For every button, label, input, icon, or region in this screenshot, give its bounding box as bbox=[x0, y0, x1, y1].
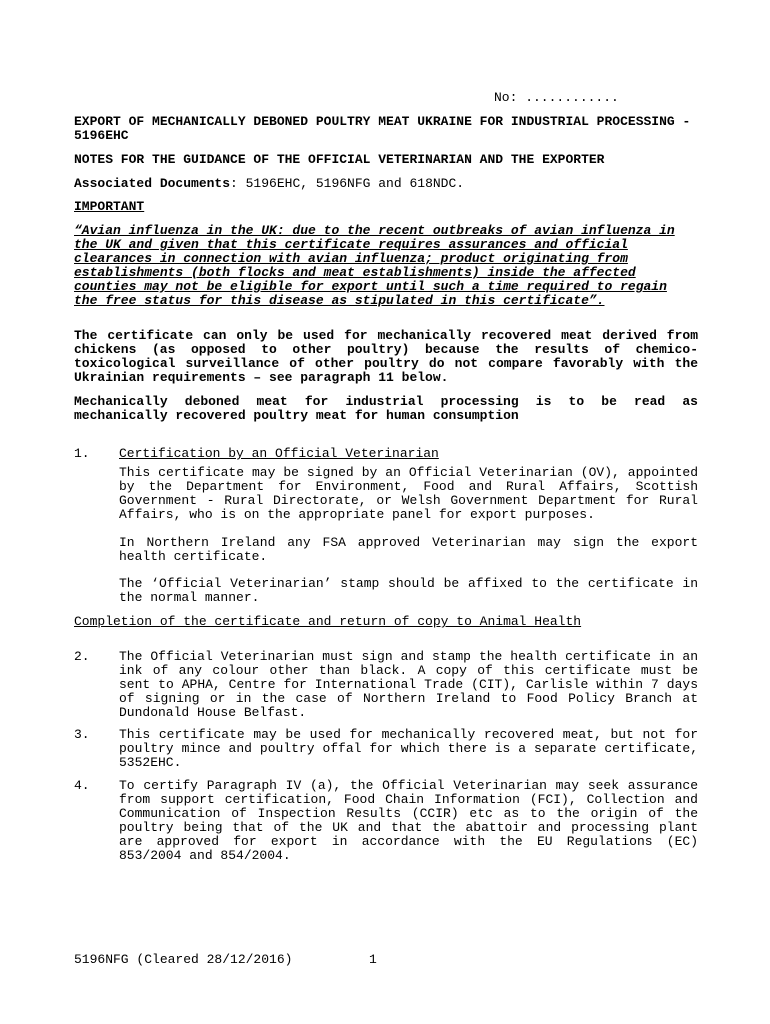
intro-paragraph-chickens: The certificate can only be used for mechanically recovered meat derived from chickens (as opposed to other poultry) because the results of chemico-toxicological surveillance of other poultry do not compare favorably with the Ukrainian requirements – see paragraph 11 below. bbox=[74, 328, 698, 385]
associated-documents-value: : 5196EHC, 5196NFG and 618NDC. bbox=[230, 176, 465, 191]
section-1-paragraph-stamp: The ‘Official Veterinarian’ stamp should be affixed to the certificate in the normal manner. bbox=[119, 576, 698, 605]
document-title: EXPORT OF MECHANICALLY DEBONED POULTRY MEAT UKRAINE FOR INDUSTRIAL PROCESSING - 5196EHC bbox=[74, 114, 691, 143]
avian-influenza-notice: “Avian influenza in the UK: due to the recent outbreaks of avian influenza in the UK and given that this certificate requires assurances and official clearances in connection with avian influenza; product originating from establishments (both flocks and meat establishments) inside the affected counties may not be eligible for export until such a time required to regain the free status for this disease as stipulated in this certificate”. bbox=[74, 223, 675, 308]
associated-documents bbox=[74, 177, 698, 191]
list-item-number: 2. bbox=[74, 649, 90, 664]
footer-document-reference: 5196NFG (Cleared 28/12/2016) bbox=[74, 952, 293, 967]
section-1-number: 1. bbox=[74, 446, 90, 461]
document-number: No: ............ bbox=[494, 90, 619, 105]
section-1-paragraph-ov: This certificate may be signed by an Official Veterinarian (OV), appointed by the Department for Environment, Food and Rural Affairs, Scottish Government - Rural Directorate, or Welsh Government Department for Rural Affairs, who is on the appropriate panel for export purposes. bbox=[119, 465, 698, 522]
section-1-heading: Certification by an Official Veterinarian bbox=[119, 446, 439, 461]
associated-documents-label: Associated Documents bbox=[74, 176, 231, 191]
list-item-number: 3. bbox=[74, 727, 90, 742]
guidance-subtitle: NOTES FOR THE GUIDANCE OF THE OFFICIAL VETERINARIAN AND THE EXPORTER bbox=[74, 152, 605, 167]
important-heading: IMPORTANT bbox=[74, 199, 145, 214]
footer-page-number: 1 bbox=[369, 952, 377, 967]
list-item-text: The Official Veterinarian must sign and stamp the health certificate in an ink of any colour other than black. A copy of this certificate must be sent to APHA, Centre for International Trade (CIT), Carlisle within 7 days of signing or in the case of Northern Ireland to Food Policy Branch at Dundonald House Belfast. bbox=[119, 649, 698, 720]
section-1-paragraph-ni: In Northern Ireland any FSA approved Veterinarian may sign the export health certificate. bbox=[119, 535, 698, 564]
list-item-text: To certify Paragraph IV (a), the Official Veterinarian may seek assurance from support certification, Food Chain Information (FCI), Collection and Communication of Inspection Results (CCIR) etc as to the origin of the poultry being that of the UK and that the abattoir and processing plant are approved for export in accordance with the EU Regulations (EC) 853/2004 and 854/2004. bbox=[119, 778, 698, 863]
list-item-number: 4. bbox=[74, 778, 90, 793]
intro-paragraph-deboned-meat: Mechanically deboned meat for industrial processing is to be read as mechanically recovered poultry meat for human consumption bbox=[74, 394, 698, 423]
completion-heading: Completion of the certificate and return of copy to Animal Health bbox=[74, 614, 582, 629]
list-item-text: This certificate may be used for mechanically recovered meat, but not for poultry mince and poultry offal for which there is a separate certificate, 5352EHC. bbox=[119, 727, 698, 770]
